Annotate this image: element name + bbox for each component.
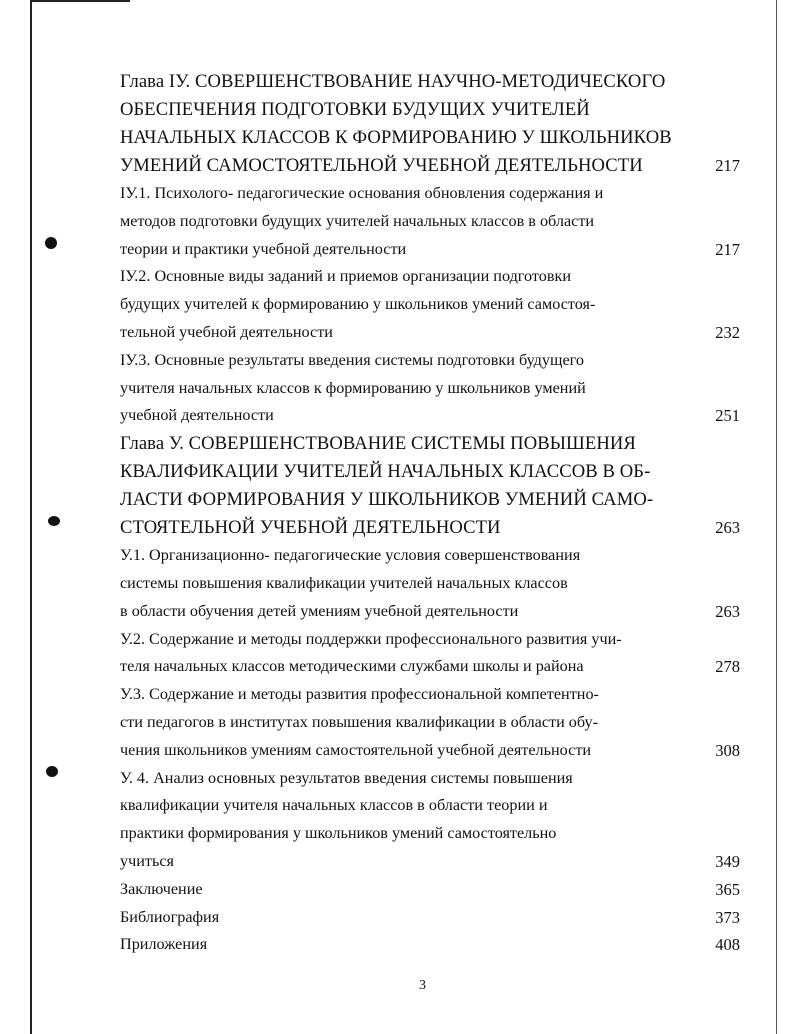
toc-conclusion[interactable] [120,876,740,904]
toc-line: учебной деятельности [120,406,274,425]
toc-line: теля начальных классов методическими службами школы и района [120,657,584,676]
page-right-edge [776,0,777,1034]
toc-line: системы повышения квалификации учителей начальных классов [120,573,568,592]
toc-line: учиться [120,851,174,870]
toc-section-4-3[interactable] [120,347,740,430]
toc-page-number: 217 [715,156,740,175]
toc-line: Заключение [120,879,203,898]
toc-line: СТОЯТЕЛЬНОЙ УЧЕБНОЙ ДЕЯТЕЛЬНОСТИ [120,517,501,539]
toc-line: методов подготовки будущих учителей начальных классов в области [120,211,595,230]
toc-line: тельной учебной деятельности [120,322,333,341]
hole-punch-mark [48,516,60,526]
toc-line: теории и практики учебной деятельности [120,239,407,258]
toc-page-number: 408 [715,935,740,955]
toc-page-number: 365 [715,879,740,899]
toc-chapter-5[interactable] [120,430,740,542]
toc-line: учителя начальных классов к формированию у школьников умений [120,378,586,397]
toc-line: IУ.1. Психолого- педагогические основания обновления содержания и [120,184,604,202]
page-number: 3 [419,978,426,993]
toc-line: будущих учителей к формированию у школьников умений самостоя- [120,295,596,314]
toc-page-number: 263 [715,518,740,538]
page-top-edge [30,0,130,2]
toc-page-number: 278 [715,657,740,677]
toc-appendices[interactable] [120,931,740,959]
page-left-edge [30,0,32,1034]
toc-line: в области обучения детей умениям учебной деятельности [120,601,519,620]
toc-line: У.2. Содержание и методы поддержки профессионального развития учи- [120,629,622,648]
toc-line: IУ.2. Основные виды заданий и приемов организации подготовки [120,267,572,286]
toc-page-number: 251 [715,406,740,426]
toc-line: Глава У. СОВЕРШЕНСТВОВАНИЕ СИСТЕМЫ ПОВЫШЕНИЯ [120,433,636,455]
toc-line: КВАЛИФИКАЦИИ УЧИТЕЛЕЙ НАЧАЛЬНЫХ КЛАССОВ В ОБ- [120,461,651,483]
toc-section-4-1[interactable] [120,180,740,263]
toc-line: НАЧАЛЬНЫХ КЛАССОВ К ФОРМИРОВАНИЮ У ШКОЛЬНИКОВ [120,127,672,148]
toc-line: УМЕНИЙ САМОСТОЯТЕЛЬНОЙ УЧЕБНОЙ ДЕЯТЕЛЬНОСТИ [120,155,643,176]
toc-section-5-3[interactable] [120,681,740,764]
toc-line: практики формирования у школьников умений самостоятельно [120,824,557,843]
toc-line: Приложения [120,935,208,954]
toc-line: IУ.3. Основные результаты введения системы подготовки будущего [120,350,584,369]
toc-page-number: 349 [715,851,740,871]
table-of-contents [120,68,740,959]
toc-section-5-2[interactable] [120,626,740,682]
toc-page-number: 217 [715,239,740,259]
hole-punch-mark [45,237,57,249]
toc-line: Библиография [120,907,220,926]
toc-chapter-4[interactable] [120,68,740,180]
toc-line: квалификации учителя начальных классов в области теории и [120,796,548,815]
toc-line: чения школьников умениям самостоятельной учебной деятельности [120,740,592,759]
toc-section-4-2[interactable] [120,263,740,346]
toc-bibliography[interactable] [120,904,740,932]
toc-line: У. 4. Анализ основных результатов введения системы повышения [120,768,573,787]
toc-line: ЛАСТИ ФОРМИРОВАНИЯ У ШКОЛЬНИКОВ УМЕНИЙ САМО- [120,489,654,511]
toc-line: У.1. Организационно- педагогические условия совершенствования [120,546,581,565]
toc-page-number: 232 [715,322,740,342]
toc-line: сти педагогов в институтах повышения квалификации в области обу- [120,712,599,731]
toc-line: Глава IУ. СОВЕРШЕНСТВОВАНИЕ НАУЧНО-МЕТОДИЧЕСКОГО [120,71,666,92]
toc-page-number: 308 [715,740,740,760]
toc-page-number: 373 [715,907,740,927]
toc-section-5-1[interactable] [120,542,740,625]
toc-line: ОБЕСПЕЧЕНИЯ ПОДГОТОВКИ БУДУЩИХ УЧИТЕЛЕЙ [120,99,590,120]
toc-line: У.3. Содержание и методы развития профессиональной компетентно- [120,685,599,704]
toc-page-number: 263 [715,601,740,621]
toc-section-5-4[interactable] [120,765,740,876]
hole-punch-mark [46,766,58,777]
